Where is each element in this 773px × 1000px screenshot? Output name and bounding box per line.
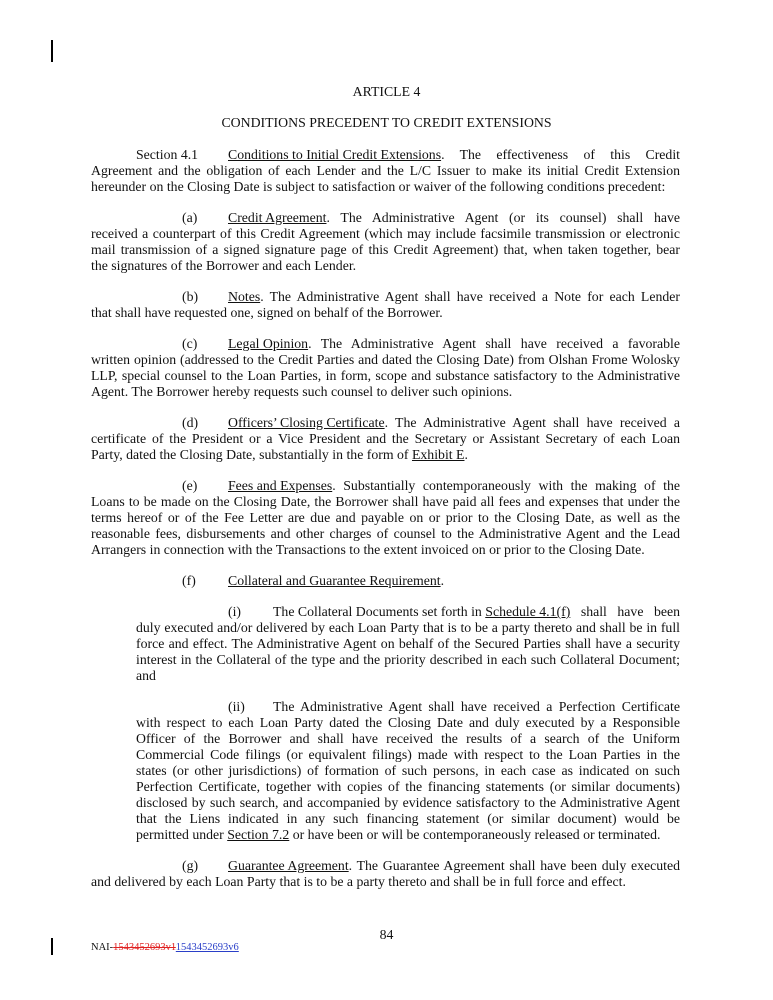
sub-ii-last-post: or have been or will be contemporaneously released or terminated.	[289, 827, 661, 842]
para-e-lead	[228, 478, 680, 494]
para-c-label: (c)	[182, 336, 198, 351]
para-d-line-2-text: Party, dated the Closing Date, substantially in the form of	[91, 447, 412, 462]
sub-i-lead	[273, 604, 680, 620]
para-c-line-1: written opinion (addressed to the Credit Parties and dated the Closing Date) from Olshan Frome Wolosky	[91, 352, 680, 367]
para-f-label: (f)	[182, 573, 196, 588]
para-g-line-0: . The Guarantee Agreement shall have been duly executed	[348, 858, 680, 873]
sub-i-line-0: duly executed and/or delivered by each Loan Party that is to be a party thereto and shall be in full	[136, 620, 680, 635]
sub-i-first-post: shall have been	[570, 604, 680, 619]
para-e-line-2: terms hereof or of the Fee Letter are due and payable on or prior to the Closing Date, as well as the	[91, 510, 680, 525]
para-a-line-3: the signatures of the Borrower and each Lender.	[91, 258, 357, 273]
sub-i-label: (i)	[228, 604, 242, 619]
section-heading: Conditions to Initial Credit Extensions	[228, 147, 442, 162]
para-g-label: (g)	[182, 858, 199, 873]
para-c-line-2: LLP, special counsel to the Loan Parties, in form, scope and substance satisfactory to the Administrative	[91, 368, 680, 383]
para-g-line-1: and delivered by each Loan Party that is to be a party thereto and shall be in full force and effect.	[91, 874, 626, 889]
section-7-2-link[interactable]: Section 7.2	[227, 827, 290, 842]
sub-i-line-1: force and effect. The Administrative Agent on behalf of the Secured Parties shall have a security	[136, 636, 680, 651]
para-e-line-4: Arrangers in connection with the Transactions to the extent invoiced on or prior to the Closing Date.	[91, 542, 645, 557]
para-c-line-3: Agent. The Borrower hereby requests such counsel to deliver such opinions.	[91, 384, 513, 399]
para-e-label: (e)	[182, 478, 198, 493]
para-c-heading: Legal Opinion	[228, 336, 309, 351]
para-a-heading: Credit Agreement	[228, 210, 327, 225]
change-bar-top	[51, 40, 53, 62]
sub-i-first-pre: The Collateral Documents set forth in	[273, 604, 486, 619]
para-a-line-1: received a counterpart of this Credit Agreement (which may include facsimile transmission or electronic	[91, 226, 680, 241]
para-d-line-2	[91, 447, 468, 463]
para-e-heading: Fees and Expenses	[228, 478, 333, 493]
para-b-lead	[228, 289, 680, 305]
para-g-heading: Guarantee Agreement	[228, 858, 349, 873]
para-e-line-3: reasonable fees, disbursements and other charges of counsel to the Administrative Agent and the Lead	[91, 526, 680, 541]
article-heading: ARTICLE 4	[352, 84, 421, 99]
sub-i-line-2: interest in the Collateral of the type and the priority described in each such Collateral Document;	[136, 652, 680, 667]
para-e-line-0: . Substantially contemporaneously with the making of the	[332, 478, 680, 493]
para-g-lead	[228, 858, 680, 874]
para-d-tail: .	[464, 447, 468, 462]
document-id	[91, 941, 239, 954]
para-d-lead	[228, 415, 680, 431]
para-c-lead	[228, 336, 680, 352]
section-line-1: Agreement and the obligation of each Lender and the L/C Issuer to make its initial Credit Extension	[91, 163, 680, 178]
sub-ii-line-5: disclosed by such search, and accompanied by evidence satisfactory to the Administrative Agent	[136, 795, 680, 810]
para-b-line-1: that shall have requested one, signed on behalf of the Borrower.	[91, 305, 443, 320]
schedule-4-1f-link[interactable]: Schedule 4.1(f)	[485, 604, 571, 619]
para-c-line-0: . The Administrative Agent shall have received a favorable	[308, 336, 680, 351]
sub-ii-label: (ii)	[228, 699, 245, 714]
para-e-line-1: Loans to be made on the Closing Date, the Borrower shall have paid all fees and expenses that under the	[91, 494, 680, 509]
section-line-0: . The effectiveness of this Credit	[441, 147, 680, 162]
para-b-heading: Notes	[228, 289, 261, 304]
sub-ii-line-2: Commercial Code filings (or equivalent filings) made with respect to the Loan Parties in the	[136, 747, 680, 762]
sub-ii-line-6: that the Liens indicated in any such financing statement (or similar document) would be	[136, 811, 680, 826]
para-b-label: (b)	[182, 289, 199, 304]
para-b-line-0: . The Administrative Agent shall have received a Note for each Lender	[260, 289, 680, 304]
sub-ii-line-3: states (or other jurisdictions) of formation of such persons, in each case as indicated on such	[136, 763, 680, 778]
sub-ii-last-pre: permitted under	[136, 827, 228, 842]
section-lead	[228, 147, 680, 163]
para-a-lead	[228, 210, 680, 226]
para-f-lead	[228, 573, 444, 589]
page-number: 84	[379, 927, 394, 942]
sub-i-line-3: and	[136, 668, 156, 683]
para-f-tail: .	[440, 573, 445, 588]
para-a-line-0: . The Administrative Agent (or its counsel) shall have	[326, 210, 680, 225]
sub-ii-last	[136, 827, 661, 843]
para-a-line-2: mail transmission of a signed signature page of this Credit Agreement) that, when taken together, bear	[91, 242, 680, 257]
sub-ii-line-0: with respect to each Loan Party dated the Closing Date and duly executed by a Responsible	[136, 715, 680, 730]
deleted-doc-id: 1543452693v1	[113, 942, 176, 953]
article-title: CONDITIONS PRECEDENT TO CREDIT EXTENSIONS	[221, 115, 552, 130]
sub-ii-line-1: Officer of the Borrower and shall have received the results of a search of the Uniform	[136, 731, 680, 746]
exhibit-e-link[interactable]: Exhibit E	[411, 447, 465, 462]
para-f-heading: Collateral and Guarantee Requirement	[228, 573, 441, 588]
doc-prefix: NAI-	[91, 942, 114, 953]
para-d-line-0: . The Administrative Agent shall have received a	[384, 415, 680, 430]
para-d-label: (d)	[182, 415, 199, 430]
section-line-2: hereunder on the Closing Date is subject to satisfaction or waiver of the following conditions precedent:	[91, 179, 666, 194]
inserted-doc-id: 1543452693v6	[175, 942, 239, 953]
sub-ii-first: The Administrative Agent shall have received a Perfection Certificate	[273, 699, 680, 714]
para-a-label: (a)	[182, 210, 198, 225]
section-number: Section 4.1	[136, 147, 199, 162]
sub-ii-line-4: Perfection Certificate, together with copies of the financing statements (or similar documents)	[136, 779, 680, 794]
para-d-line-1: certificate of the President or a Vice President and the Secretary or Assistant Secretary of each Loan	[91, 431, 680, 446]
para-d-heading: Officers’ Closing Certificate	[228, 415, 385, 430]
